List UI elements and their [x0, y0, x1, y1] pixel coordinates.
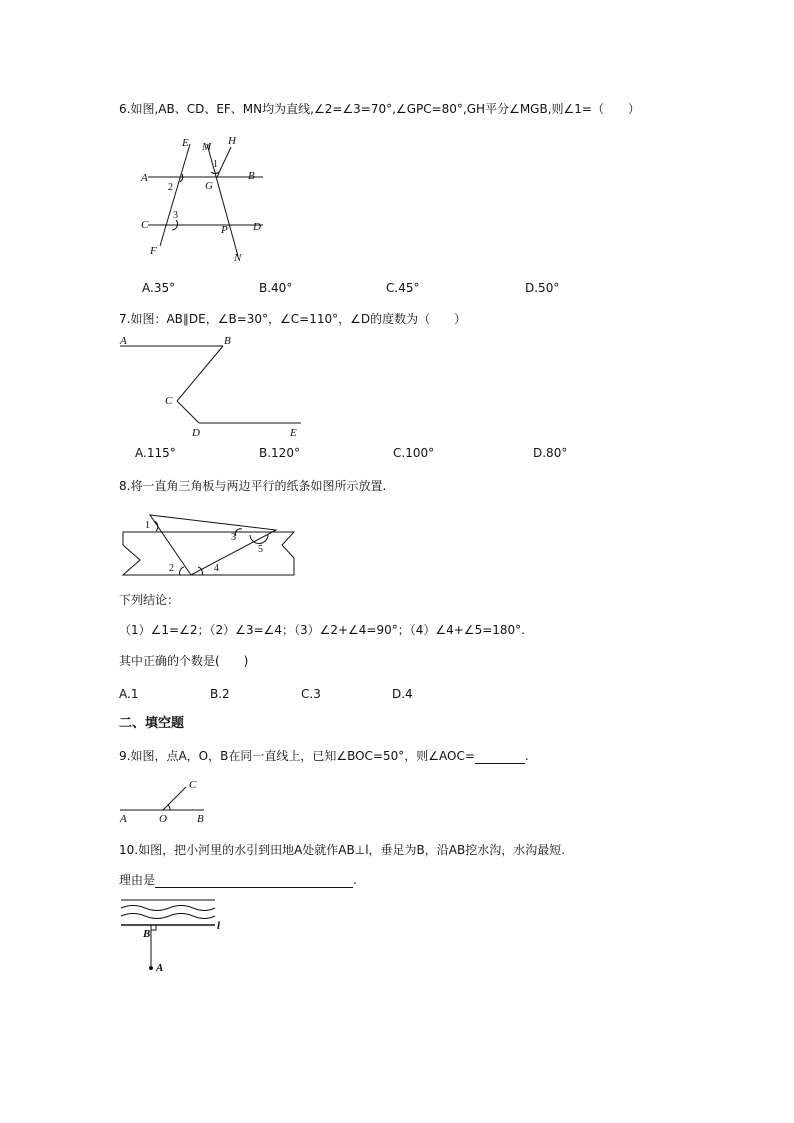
label-p: P	[221, 224, 228, 236]
label-g: G	[205, 180, 213, 192]
q7-option-a: A.115°	[135, 446, 176, 460]
q10-reason-end: .	[353, 873, 357, 887]
label-a: A	[120, 813, 127, 824]
label-angle-2: 2	[169, 563, 174, 574]
label-angle-5: 5	[258, 544, 263, 555]
paper-strip	[123, 532, 294, 575]
label-b: B	[143, 928, 151, 940]
angle-boc-arc	[168, 805, 170, 810]
label-c: C	[165, 395, 173, 407]
q6-figure	[138, 134, 268, 264]
q8-option-b: B.2	[210, 687, 230, 701]
ray-oc	[163, 787, 186, 810]
q6-option-d: D.50°	[525, 281, 560, 295]
river-wave-2	[121, 914, 215, 919]
label-b: B	[224, 335, 231, 347]
q10-answer-blank[interactable]	[155, 873, 353, 888]
label-a: A	[156, 962, 164, 974]
label-b: B	[197, 813, 204, 824]
q7-option-c: C.100°	[393, 446, 435, 460]
q6-stem: 6.如图,AB、CD、EF、MN均为直线,∠2=∠3=70°,∠GPC=80°,GH平分∠MGB,则∠1=（ ）	[119, 102, 640, 116]
line-mn	[207, 144, 238, 256]
label-f: F	[150, 245, 157, 257]
q7-option-d: D.80°	[533, 446, 568, 460]
q6-option-c: C.45°	[386, 281, 420, 295]
q6-option-a: A.35°	[142, 281, 176, 295]
label-angle-3: 3	[231, 532, 236, 543]
q10-reason	[119, 872, 357, 888]
q10-reason-label: 理由是	[119, 873, 156, 887]
q6-option-b: B.40°	[259, 281, 293, 295]
q8-option-c: C.3	[301, 687, 321, 701]
q9-answer-blank[interactable]	[475, 749, 525, 764]
label-a: A	[141, 172, 148, 184]
q8-conclusions-title: 下列结论：	[119, 593, 180, 607]
q8-conclusions: （1）∠1=∠2；（2）∠3=∠4；（3）∠2+∠4=90°；（4）∠4+∠5=180°.	[119, 623, 525, 637]
label-angle-3: 3	[173, 210, 178, 221]
section-heading-fill-in: 二、填空题	[119, 716, 185, 731]
label-e: E	[182, 137, 189, 149]
q10-figure	[118, 896, 230, 980]
q9-stem	[119, 748, 529, 764]
label-n: N	[234, 252, 242, 264]
label-c: C	[141, 219, 149, 231]
line-ef	[160, 144, 190, 246]
label-m: M	[202, 141, 212, 153]
label-d: D	[253, 221, 261, 233]
label-c: C	[189, 779, 197, 791]
q8-question: 其中正确的个数是( )	[119, 654, 249, 668]
q8-option-d: D.4	[392, 687, 413, 701]
q9-stem-text: 9.如图，点A，O，B在同一直线上，已知∠BOC=50°，则∠AOC=	[119, 749, 475, 763]
q10-stem: 10.如图，把小河里的水引到田地A处就作AB⊥l，垂足为B，沿AB挖水沟，水沟最短.	[119, 843, 566, 857]
label-e: E	[290, 427, 297, 439]
angle-2-arc	[180, 567, 184, 575]
q7-figure	[118, 334, 308, 440]
label-a: A	[120, 335, 127, 347]
q9-stem-end: .	[524, 749, 529, 763]
segment-cd	[177, 401, 199, 423]
q8-stem: 8.将一直角三角板与两边平行的纸条如图所示放置.	[119, 479, 387, 493]
label-h: H	[228, 135, 236, 147]
label-o: O	[159, 813, 167, 824]
label-l: l	[217, 920, 221, 932]
q8-option-a: A.1	[119, 687, 139, 701]
river-wave-1	[121, 906, 215, 911]
label-angle-4: 4	[214, 563, 219, 574]
segment-bc	[177, 346, 223, 401]
point-a	[149, 966, 153, 970]
label-angle-2: 2	[168, 182, 173, 193]
label-b: B	[248, 170, 255, 182]
q9-figure	[118, 776, 210, 824]
label-angle-1: 1	[145, 520, 150, 531]
q7-option-b: B.120°	[259, 446, 300, 460]
label-d: D	[192, 427, 200, 439]
q7-stem: 7.如图：AB∥DE，∠B=30°，∠C=110°，∠D的度数为（ ）	[119, 312, 467, 326]
label-angle-1: 1	[213, 159, 218, 170]
q8-figure	[118, 505, 298, 581]
